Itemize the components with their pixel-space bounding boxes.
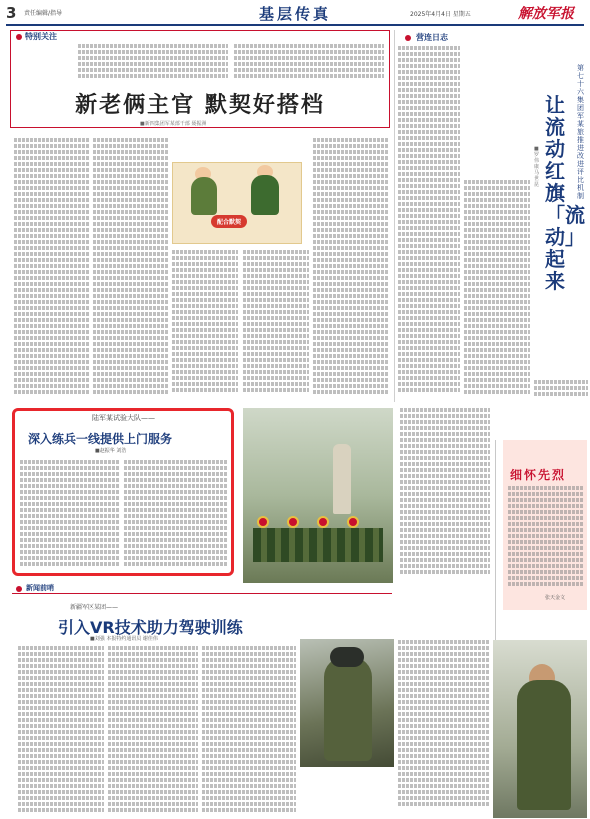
story3-subhead: 新疆军区某团—— [70,604,119,611]
news-section-bar [12,584,392,594]
wreath-icon [257,516,269,528]
feature-body-col-3 [172,250,238,400]
story3-headline: 引入VR技术助力驾驶训练 [58,618,243,637]
newspaper-masthead: 解放军报 [518,6,574,22]
section-title: 基层传真 [258,5,331,23]
column-vertical-byline: ■罗伟康 马世昆 [534,146,540,188]
story3-byline: ■刘强 本报特约通讯员 谢佳伟 [90,636,158,642]
feature-headline: 新老俩主官 默契好搭档 [75,92,325,118]
soldier-figure [324,657,372,761]
page-number: 3 [6,4,17,22]
cartoon-badge: 配合默契 [211,215,247,228]
vr-training-photo [300,639,394,767]
story3-body-col-4 [398,640,490,812]
story2-subhead: 陆军某试验大队—— [92,414,155,422]
page-editor-meta: 责任编辑/指导 [24,10,63,17]
sidebar-title: 细怀先烈 [510,468,567,482]
feature-body-col-1 [14,138,90,400]
column-tag: 营连日志 [416,33,448,42]
sidebar-author: 张天金文 [545,595,566,601]
story3-body-col-3 [202,646,296,814]
section-dot-icon [16,586,22,592]
story3-body-col-2 [108,646,198,814]
cartoon-figure [251,175,279,215]
column-divider [394,30,395,402]
feature-tag: 特别关注 [25,32,57,41]
story2-headline: 深入练兵一线提供上门服务 [28,432,173,446]
vr-headset [330,647,364,667]
star-icon [16,34,22,40]
column-vertical-subtitle: 第七十六集团军某旅推进改进评比机制 [577,64,584,200]
wreath-icon [347,516,359,528]
story2-body-col-2 [124,460,228,568]
wreath-icon [287,516,299,528]
story3-body-col-1 [18,646,104,814]
feature-body-col-5 [313,138,389,400]
feature-body-col-4 [243,250,309,400]
soldier-figure [517,680,571,810]
wreath-icon [317,516,329,528]
column-body-col-1 [398,46,460,396]
feature-intro-right [234,44,384,80]
memorial-photo [243,408,393,583]
story2-byline: ■赵振华 刘浩 [95,448,127,454]
cartoon-figure [191,177,217,215]
issue-date: 2025年4月4日 星期五 [410,11,471,18]
column-body-col-3 [534,380,588,402]
header-rule [6,24,584,26]
memorial-caption-col [400,408,490,578]
feature-body-col-2 [93,138,169,400]
news-section-label: 新闻前哨 [26,584,54,592]
sidebar-poem-text [508,486,584,590]
memorial-statue [333,444,351,514]
feature-cartoon [172,162,302,244]
column-tag-dot [405,35,411,41]
column-body-col-2 [464,180,530,396]
soldier-portrait-photo [493,640,587,818]
soldier-rows [253,528,383,562]
story2-body-col-1 [20,460,120,568]
feature-byline: ■新四集团军某部干部 聂振洲 [140,121,207,127]
page-header [0,0,590,30]
column-vertical-headline: 让流动红旗「流动」起来 [545,93,585,293]
feature-intro-left [78,44,228,80]
